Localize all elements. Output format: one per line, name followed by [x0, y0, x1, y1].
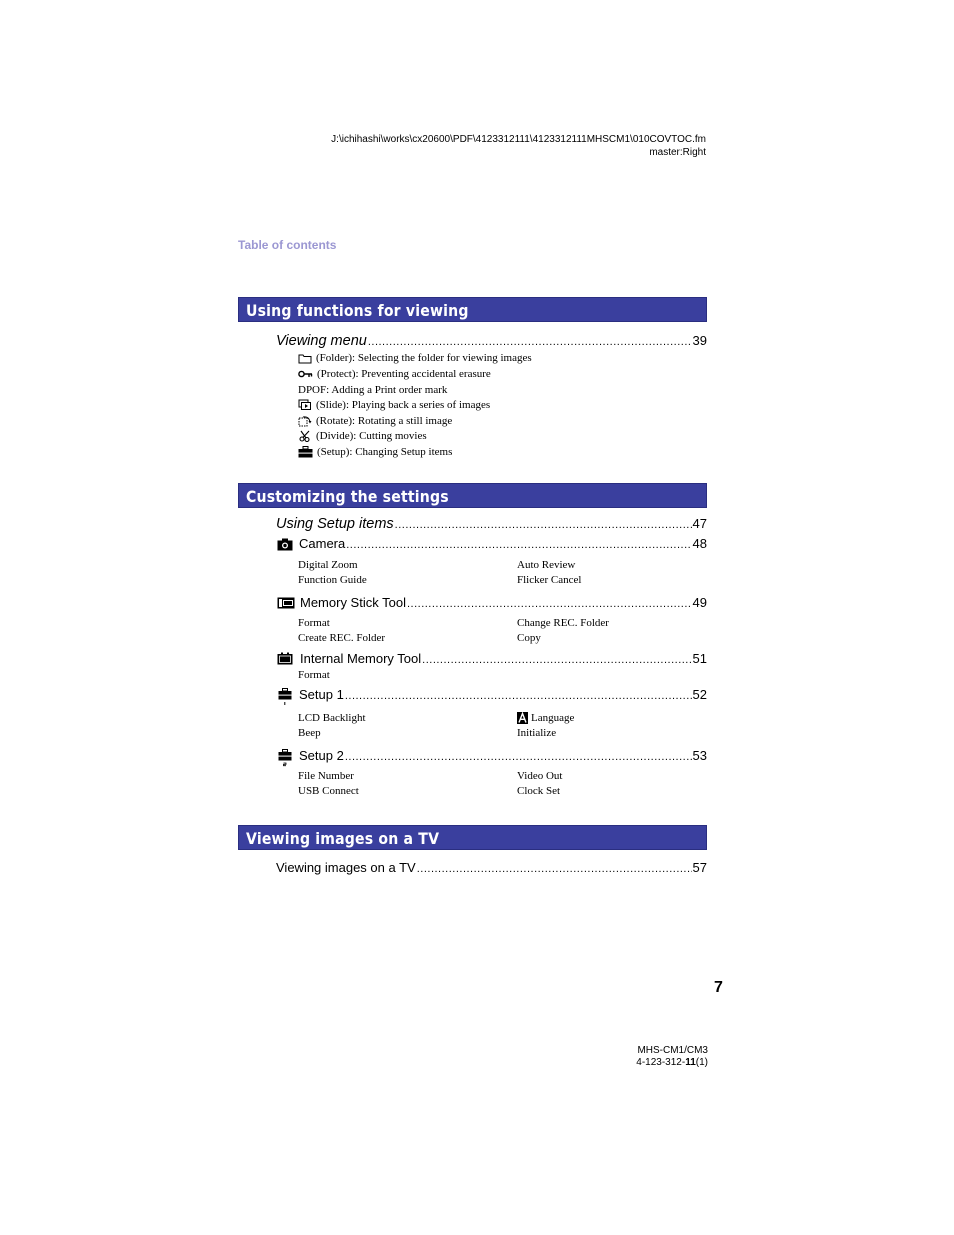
- entry-title: Setup 2: [299, 748, 344, 763]
- setting-item: Format: [298, 617, 330, 629]
- sub-item-dpof[interactable]: [298, 384, 447, 396]
- entry-page: 57: [692, 860, 707, 875]
- toc-entry-setup-2[interactable]: [299, 748, 707, 763]
- setting-item: USB Connect: [298, 785, 359, 797]
- section-title: Customizing the settings: [246, 487, 449, 506]
- setting-item: Function Guide: [298, 574, 367, 586]
- leader-dots: [345, 690, 692, 702]
- section-title: Viewing images on a TV: [246, 829, 440, 848]
- setting-item: Digital Zoom: [298, 559, 358, 571]
- setting-item: Change REC. Folder: [517, 617, 609, 629]
- sub-item-text: (Divide): Cutting movies: [316, 430, 427, 442]
- leader-dots: [407, 598, 692, 610]
- setting-item: LCD Backlight: [298, 712, 366, 724]
- setting-item: Clock Set: [517, 785, 561, 797]
- setting-item: Initialize: [517, 727, 557, 739]
- setting-item: Format: [298, 669, 330, 681]
- leader-dots: [345, 751, 692, 763]
- sub-item-text: DPOF: Adding a Print order mark: [298, 384, 448, 396]
- entry-page: 47: [692, 516, 707, 531]
- entry-page: 39: [692, 333, 707, 348]
- entry-title: Viewing images on a TV: [276, 860, 416, 875]
- toc-entry-viewing-images-on-tv[interactable]: [276, 860, 707, 875]
- code-suffix: (1): [695, 1057, 708, 1068]
- leader-dots: [346, 539, 691, 551]
- section-header-viewing: [238, 297, 707, 322]
- entry-title: Internal Memory Tool: [300, 651, 422, 666]
- setting-item: Auto Review: [517, 559, 576, 571]
- page-number: 7: [714, 979, 723, 996]
- sub-item-text: (Slide): Playing back a series of images: [316, 399, 491, 411]
- entry-title: Camera: [299, 536, 346, 551]
- setting-item: Copy: [517, 632, 541, 644]
- leader-dots: [422, 654, 691, 666]
- sub-item-protect[interactable]: [298, 368, 491, 380]
- setting-item: Flicker Cancel: [517, 574, 582, 586]
- sub-item-text: (Protect): Preventing accidental erasure: [317, 368, 491, 380]
- sub-item-folder[interactable]: [298, 352, 532, 364]
- entry-title: Memory Stick Tool: [300, 595, 406, 610]
- setting-item: Beep: [298, 727, 321, 739]
- master-label: master:Right: [649, 146, 706, 158]
- toc-entry-viewing-menu[interactable]: [276, 333, 707, 349]
- setting-item: Create REC. Folder: [298, 632, 386, 644]
- toc-entry-internal-memory-tool[interactable]: [300, 651, 707, 666]
- setting-item: File Number: [298, 770, 354, 782]
- entry-page: 49: [692, 595, 707, 610]
- file-path-header: [331, 134, 706, 159]
- toc-entry-camera[interactable]: [299, 536, 707, 551]
- language-icon: [517, 712, 528, 724]
- setup2-toolbox-icon: [278, 749, 292, 767]
- code-prefix: 4-123-312-: [636, 1057, 686, 1068]
- sub-item-text: (Setup): Changing Setup items: [317, 446, 453, 458]
- memory-stick-icon: [277, 597, 295, 609]
- file-path: J:\ichihashi\works\cx20600\PDF\4123312111\4123312111MHSCM1\010COVTOC.fm: [331, 134, 706, 145]
- section-header-settings: [238, 483, 707, 508]
- folder-icon: [298, 353, 312, 364]
- sub-item-setup[interactable]: [298, 446, 452, 458]
- toc-entry-setup-1[interactable]: [299, 687, 707, 702]
- leader-dots: [368, 336, 692, 348]
- sub-item-slide[interactable]: [298, 399, 490, 411]
- toc-label: Table of contents: [238, 238, 337, 252]
- key-icon: [298, 370, 313, 378]
- toc-entry-memory-stick-tool[interactable]: [300, 595, 707, 610]
- setting-item-text: Language: [531, 712, 575, 724]
- leader-dots: [395, 519, 692, 531]
- leader-dots: [417, 863, 692, 875]
- scissors-icon: [298, 430, 312, 442]
- setting-item-language: [517, 712, 574, 724]
- entry-page: 53: [692, 748, 707, 763]
- model-code: [636, 1057, 708, 1069]
- code-bold: 11: [685, 1057, 696, 1068]
- sub-item-divide[interactable]: [298, 430, 427, 442]
- internal-memory-icon: [277, 652, 293, 665]
- slideshow-icon: [298, 399, 312, 411]
- section-header-tv: [238, 825, 707, 850]
- toc-entry-using-setup-items[interactable]: [276, 516, 707, 532]
- toolbox-icon: [298, 446, 313, 458]
- entry-page: 48: [692, 536, 707, 551]
- model-name: MHS-CM1/CM3: [637, 1045, 708, 1056]
- camera-icon: [277, 538, 293, 551]
- sub-item-text: (Folder): Selecting the folder for viewing images: [316, 352, 532, 364]
- entry-page: 51: [692, 651, 707, 666]
- setup1-toolbox-icon: [278, 688, 292, 706]
- setting-item: Video Out: [517, 770, 563, 782]
- rotate-icon: [298, 415, 312, 427]
- entry-title: Setup 1: [299, 687, 344, 702]
- entry-page: 52: [692, 687, 707, 702]
- section-title: Using functions for viewing: [246, 301, 469, 320]
- entry-title: Viewing menu: [276, 333, 367, 349]
- sub-item-rotate[interactable]: [298, 415, 452, 427]
- model-footer: [636, 1045, 708, 1069]
- entry-title: Using Setup items: [276, 516, 394, 532]
- sub-item-text: (Rotate): Rotating a still image: [316, 415, 453, 427]
